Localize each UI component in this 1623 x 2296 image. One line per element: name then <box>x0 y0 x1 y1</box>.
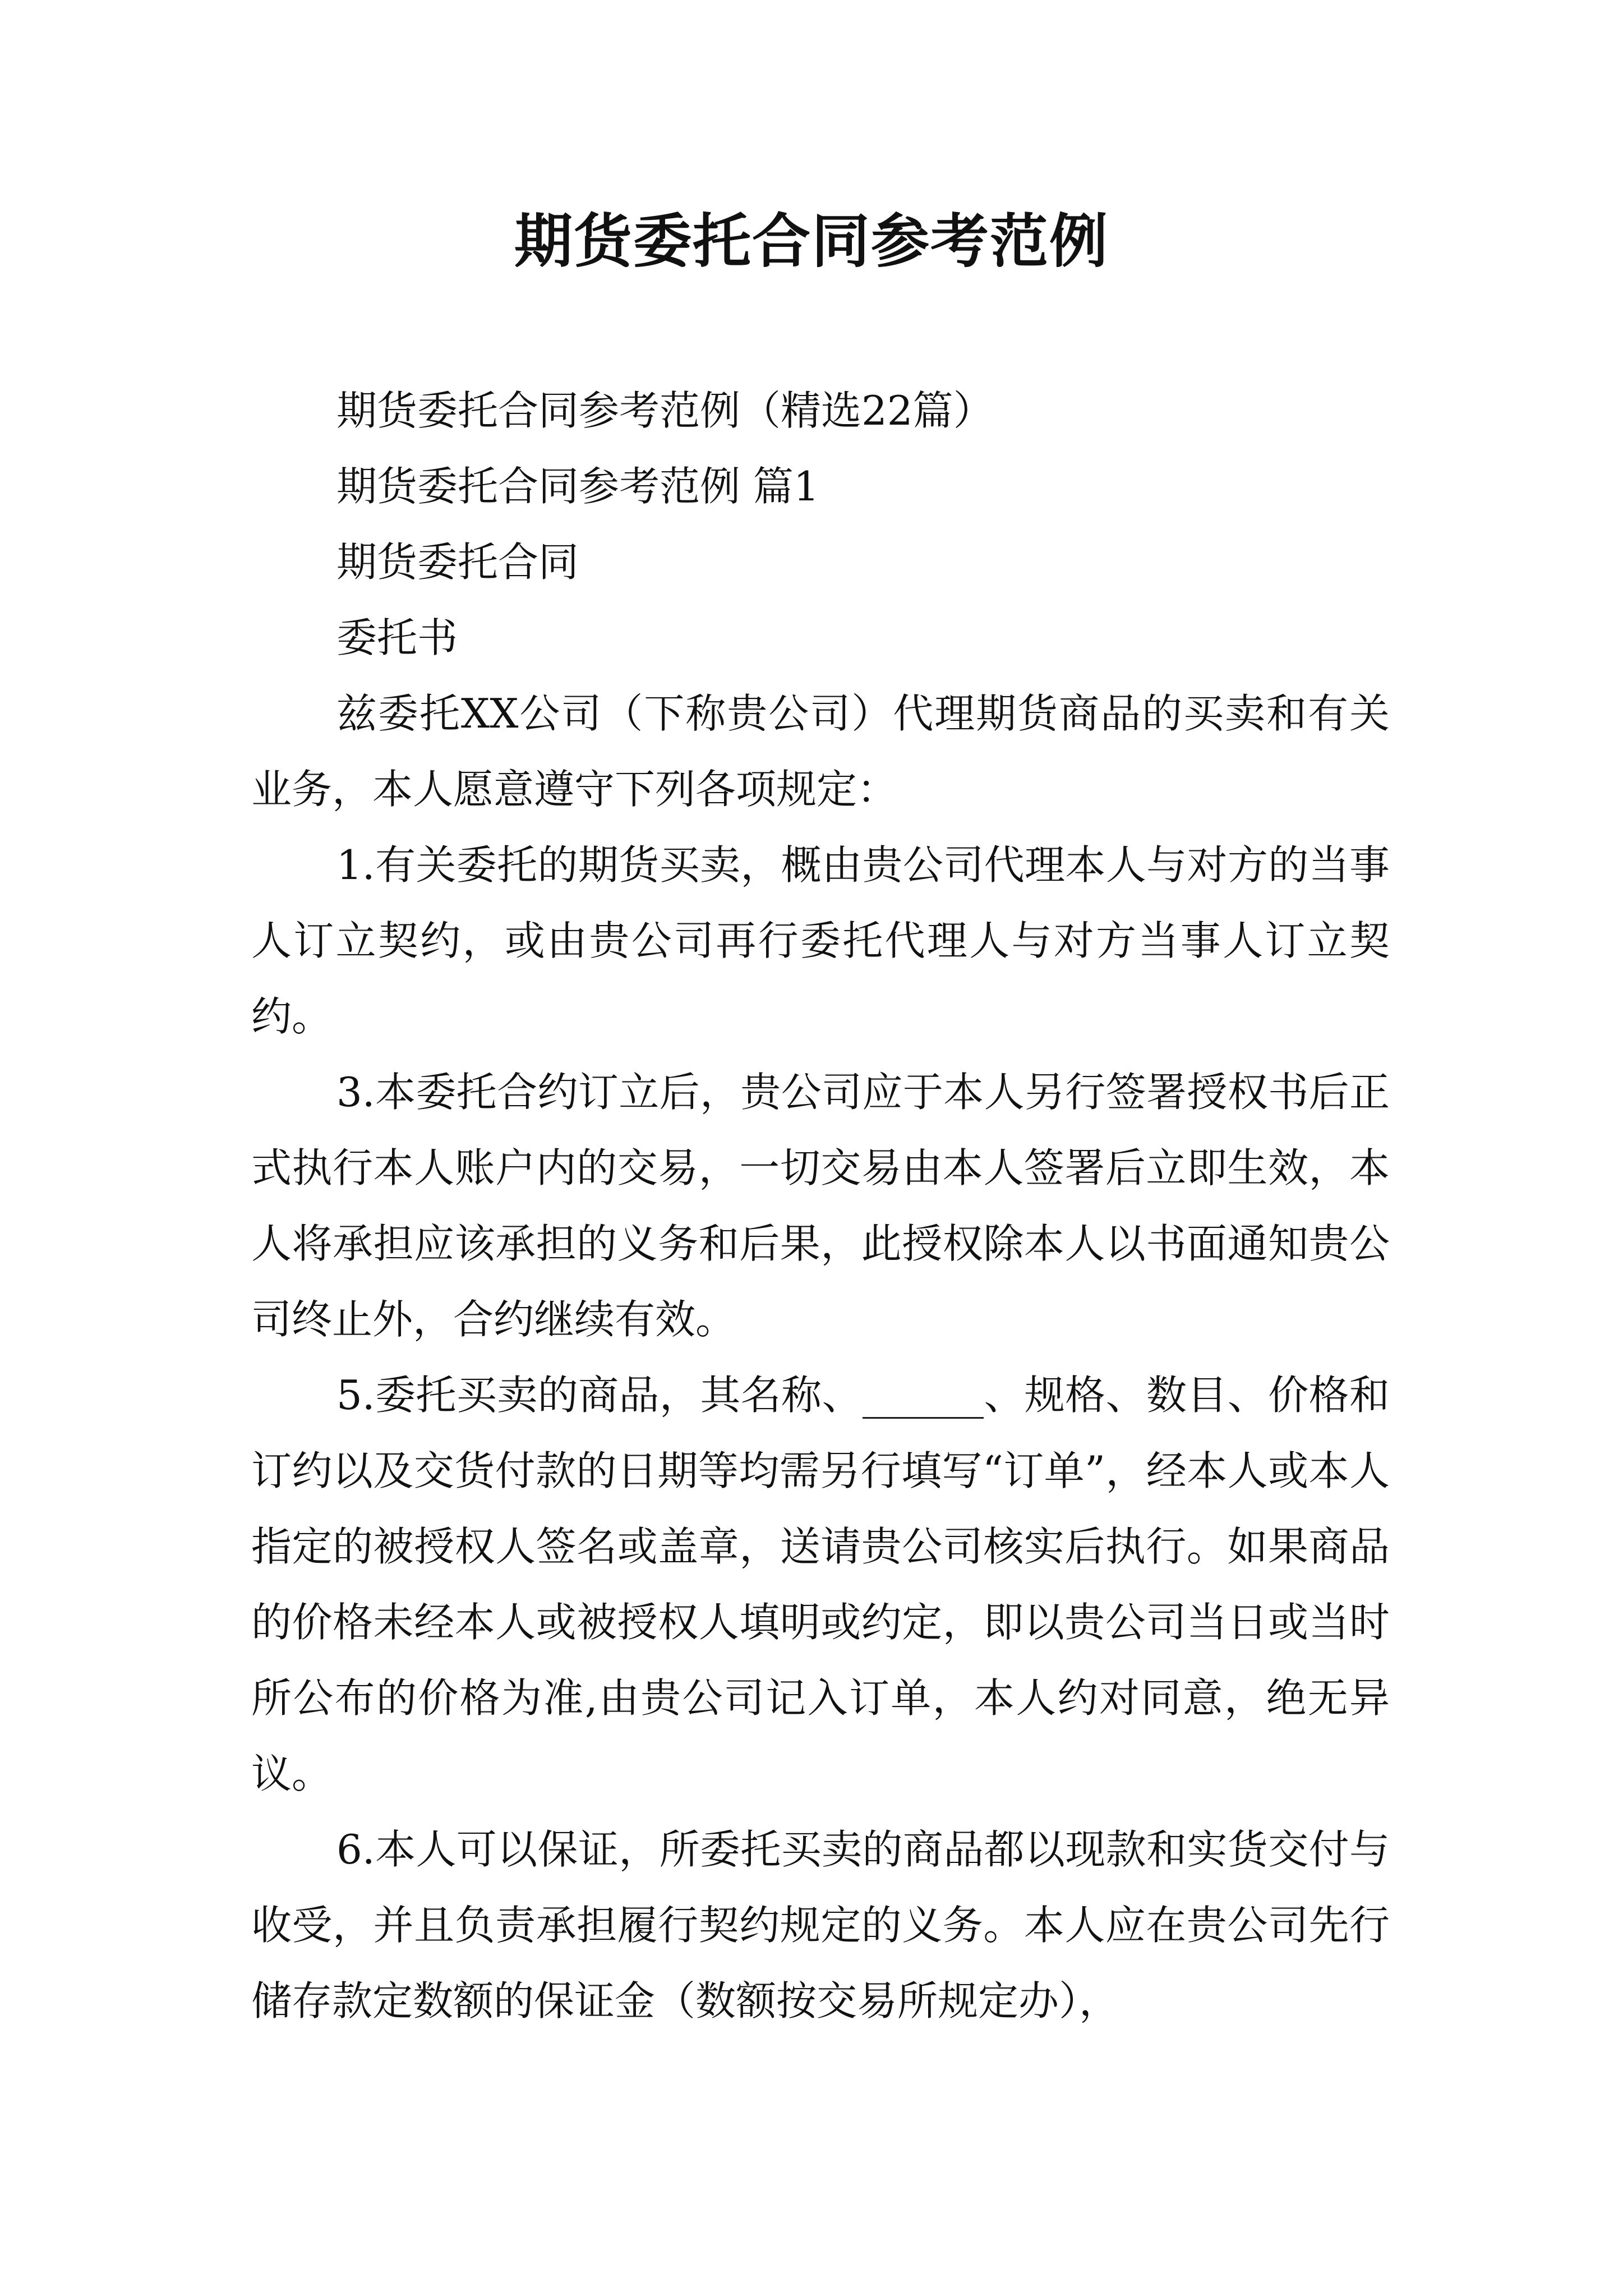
paragraph-letter-heading: 委托书 <box>336 614 458 661</box>
paragraph-section-heading: 期货委托合同参考范例 篇1 <box>336 463 819 510</box>
paragraph-subtitle: 期货委托合同参考范例（精选22篇） <box>336 387 994 434</box>
paragraph-clause-1: 1.有关委托的期货买卖，概由贵公司代理本人与对方的当事人订立契约，或由贵公司再行委托代理人与对方当事人订立契约。 <box>251 841 1390 1040</box>
paragraph-clause-5: 5.委托买卖的商品，其名称、______、规格、数目、价格和订约以及交货付款的日期等均需另行填写“订单”，经本人或本人指定的被授权人签名或盖章，送请贵公司核实后执行。如果商品的价格未经本人或被授权人填明或约定，即以贵公司当日或当时所公布的价格为准,由贵公司记入订单，本人约对同意，绝无异议。 <box>251 1372 1390 1797</box>
paragraph-intro: 兹委托XX公司（下称贵公司）代理期货商品的买卖和有关业务，本人愿意遵守下列各项规定： <box>251 690 1390 813</box>
document-body <box>251 373 1390 2039</box>
paragraph-clause-6: 6.本人可以保证，所委托买卖的商品都以现款和实货交付与收受，并且负责承担履行契约规定的义务。本人应在贵公司先行储存款定数额的保证金（数额按交易所规定办）， <box>251 1826 1390 2024</box>
document-title: 期货委托合同参考范例 <box>514 206 1109 275</box>
paragraph-contract-name: 期货委托合同 <box>336 539 579 586</box>
paragraph-clause-3: 3.本委托合约订立后，贵公司应于本人另行签署授权书后正式执行本人账户内的交易，一切交易由本人签署后立即生效，本人将承担应该承担的义务和后果，此授权除本人以书面通知贵公司终止外，合约继续有效。 <box>251 1069 1390 1343</box>
